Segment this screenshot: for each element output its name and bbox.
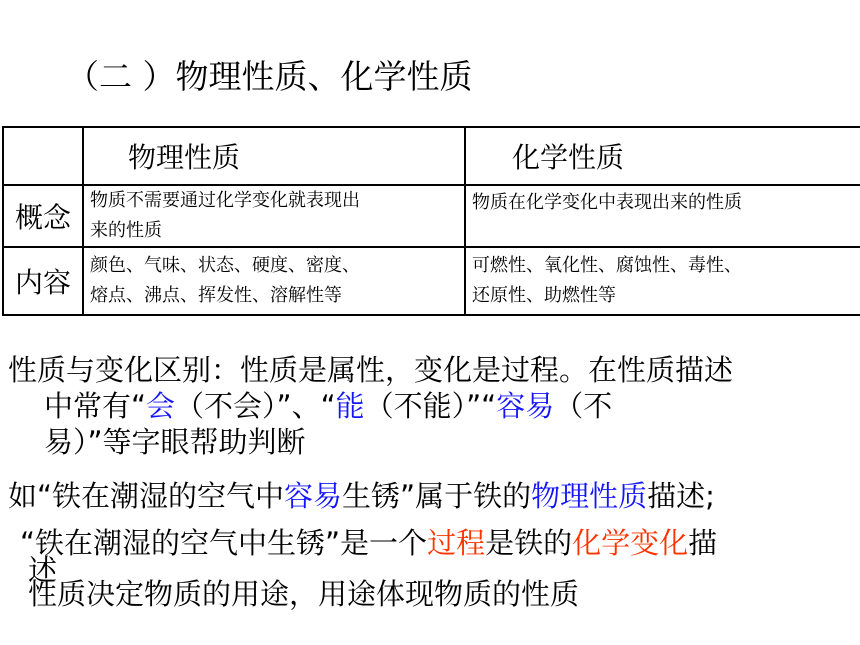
text: （不能）”“ xyxy=(364,389,497,423)
page-title: （二 ）物理性质、化学性质 xyxy=(66,57,473,96)
row-label-concept: 概念 xyxy=(3,185,83,247)
keyword-physical-property: 物理性质 xyxy=(531,479,648,513)
concept-physical xyxy=(83,185,465,247)
cell-line: 颜色、气味、状态、硬度、密度、 xyxy=(90,255,360,276)
cell-line: 来的性质 xyxy=(90,220,162,241)
header-corner-cell xyxy=(3,127,83,185)
example-physical xyxy=(8,478,715,514)
distinction-line-2 xyxy=(44,388,612,424)
keyword-process: 过程 xyxy=(427,526,486,560)
text: 如“铁在潮湿的空气中 xyxy=(8,479,285,513)
header-physical-label: 物理性质 xyxy=(128,141,241,174)
cell-line: 还原性、助燃性等 xyxy=(472,285,616,306)
keyword-chemical-change: 化学变化 xyxy=(572,526,689,560)
example-chemical-overflow: 述 xyxy=(28,553,58,587)
header-chemical-label: 化学性质 xyxy=(512,141,625,174)
header-chemical xyxy=(465,127,860,185)
use-statement: 性质决定物质的用途，用途体现物质的性质 xyxy=(28,577,580,611)
content-physical xyxy=(83,247,465,315)
header-physical xyxy=(83,127,465,185)
table-row xyxy=(3,185,860,247)
properties-table xyxy=(2,126,860,316)
text: 是铁的 xyxy=(485,526,573,560)
text: （不 xyxy=(554,389,613,423)
table-header-row xyxy=(3,127,860,185)
concept-chemical xyxy=(465,185,860,247)
keyword-hui: 会 xyxy=(146,389,176,423)
text: 中常有“ xyxy=(44,389,147,423)
content-chemical xyxy=(465,247,860,315)
table-row xyxy=(3,247,860,315)
text: （不会）”、“ xyxy=(175,389,336,423)
cell-line: 物质不需要通过化学变化就表现出 xyxy=(90,190,360,211)
text: 描 xyxy=(688,526,718,560)
row-label-content: 内容 xyxy=(3,247,83,315)
keyword-neng: 能 xyxy=(335,389,365,423)
text: 生锈”属于铁的 xyxy=(342,479,532,513)
distinction-line-3: 易）”等字眼帮助判断 xyxy=(44,425,306,459)
cell-line: 熔点、沸点、挥发性、溶解性等 xyxy=(90,285,342,306)
distinction-line-1: 性质与变化区别：性质是属性，变化是过程。在性质描述 xyxy=(8,353,734,387)
cell-line: 物质在化学变化中表现出来的性质 xyxy=(472,192,742,213)
text: 描述; xyxy=(647,479,715,513)
keyword-rongyi: 容易 xyxy=(496,389,555,423)
text: “铁在潮湿的空气中生锈”是一个 xyxy=(20,526,428,560)
keyword-rongyi: 容易 xyxy=(284,479,343,513)
example-chemical xyxy=(20,525,717,561)
cell-line: 可燃性、氧化性、腐蚀性、毒性、 xyxy=(472,255,742,276)
